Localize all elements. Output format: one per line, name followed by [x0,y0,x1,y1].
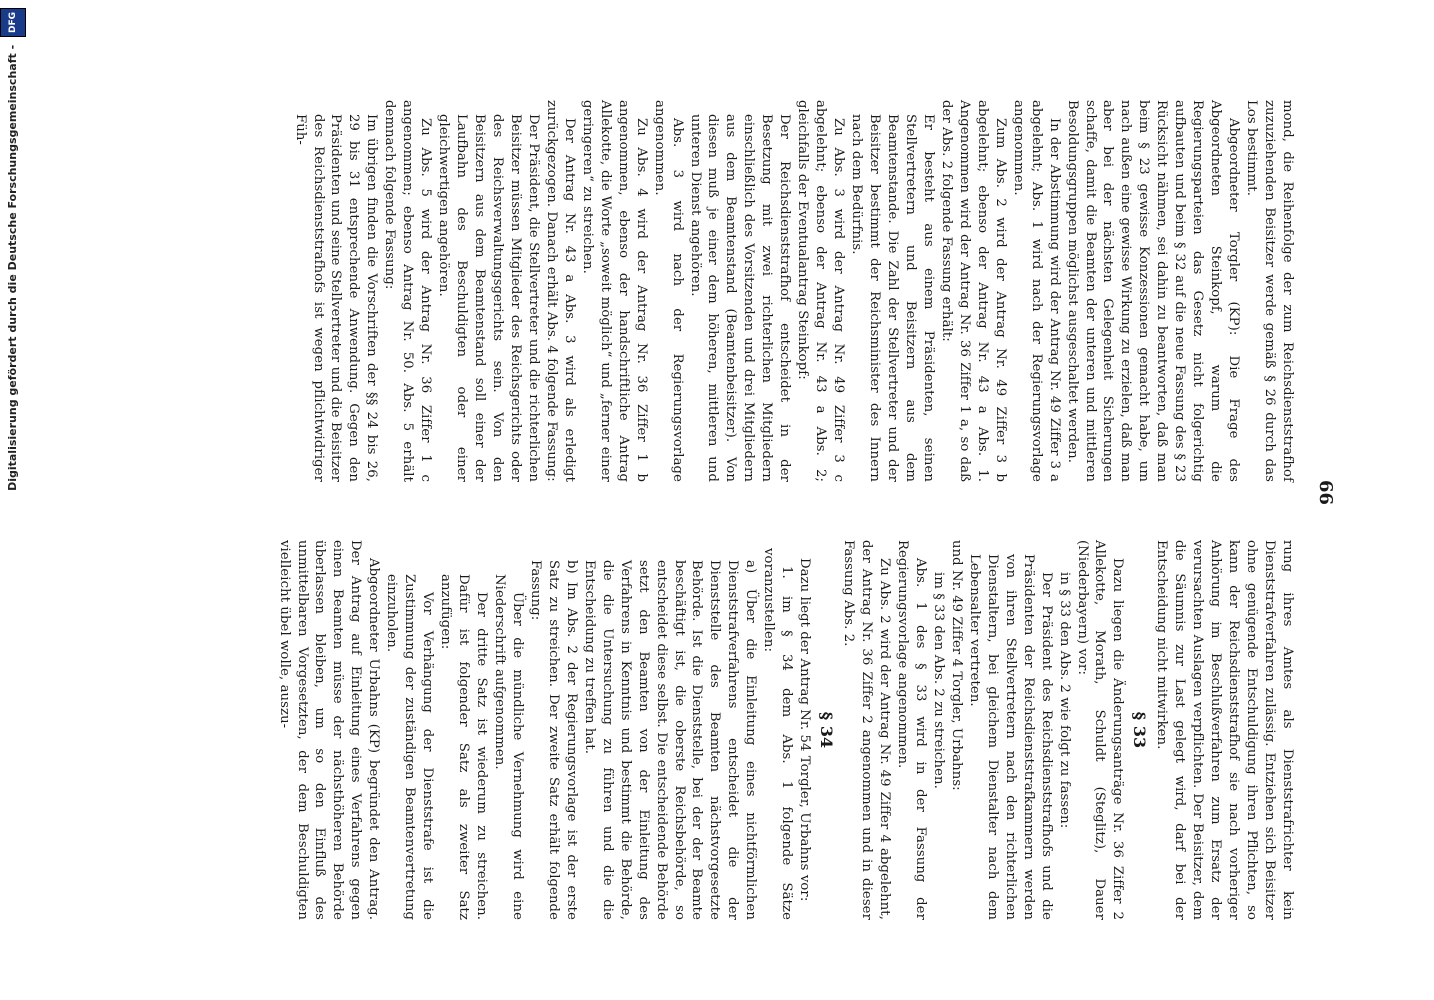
paragraph: Zu Abs. 5 wird der Antrag Nr. 36 Ziffer 1 c angenommen; ebenso Antrag Nr. 50. Abs. 5 erhält demnach folgende Fassung: [382,100,434,482]
paragraph: in § 33 den Abs. 2 wie folgt zu fassen: [1056,572,1072,829]
paragraph: Zum Abs. 2 wird der Antrag Nr. 49 Ziffer 3 b abgelehnt; ebenso der Antrag Nr. 43 a Abs. 1. Angenommen wird der Antrag Nr. 36 Ziffer 1 a, so daß der Abs. 2 folgende Fassung erhält: [938,100,1008,482]
paragraph: Der Antrag Nr. 43 a Abs. 3 wird als erledigt zurückgezogen. Danach erhält Abs. 4 folgende Fassung: [543,100,577,482]
paragraph: Abgeordneter Torgler (KP): Die Frage des Abgeordneten Steinkopf, warum die Regierungsparteien das Gesetz nicht folgerichtig aufbauten und beim § 32 auf die neue Fassung des § 23 Rücksicht nähmen, sei dahin zu beantworten, daß man beim § 23 gewisse Konzessionen gemacht habe, um nach außen eine gewisse Wirkung zu erzielen, daß man aber bei der nächsten Gelegenheit Sicherungen schaffe, damit die Beamten der unteren und mittleren Besoldungsgruppen möglichst ausgeschaltet werden. [1064,100,1242,482]
paragraph: Abgeordneter Urbahns (KP) begründet den Antrag. Der Antrag auf Einleitung eines Verfahrens gegen einen Beamten müsse der nächsthöheren Behörde überlassen bleiben, um so den Einfluß des unmittelbaren Vorgesetzten, der dem Beschuldigten vielleicht übel wolle, auszu- [276,540,382,920]
paragraph: Der Reichsdienststrafhof entscheidet in der Besetzung mit zwei richterlichen Mitgliedern einschließlich des Vorsitzenden und drei Mitgliedern aus dem Beamtenstand (Beamtenbeisitzer). Von diesen muß je einer dem höheren, mittleren und unteren Dienst angehören. [687,114,793,482]
paragraph: Vor Verhängung der Dienststrafe ist die Zustimmung der zuständigen Beamtenvertretung einzuholen. [384,574,436,920]
left-column [291,100,1296,482]
paragraph: b) Im Abs. 2 der Regierungsvorlage ist der erste Satz zu streichen. Der zweite Satz erhält folgende Fassung: [527,560,579,920]
page-number: 66 [1315,480,1336,506]
paragraph: Der dritte Satz ist wiederum zu streichen. Dafür ist folgender Satz als zweiter Satz anzufügen: [438,574,490,920]
paragraph: rung ihres Amtes als Dienststrafrichter kein Dienststrafverfahren zulässig. Entziehen sich Beisitzer ohne genügende Entschuldigung ihren Pflichten, so kann der Reichsdienststrafhof sie nach vorheriger Anhörung im Beschlußverfahren zum Ersatz der verursachten Auslagen verpflichten. Der Beisitzer, dem die Säumnis zur Last gelegt wird, darf bei der Entscheidung nicht mitwirken. [1154,540,1295,920]
paragraph: Abs. 1 des § 33 wird in der Fassung der Regierungsvorlage angenommen. [894,540,928,920]
paragraph: In der Abstimmung wird der Antrag Nr. 49 Ziffer 3 a abgelehnt; Abs. 1 wird nach der Regierungsvorlage angenommen. [1010,100,1062,482]
paragraph: Zu Abs. 3 wird der Antrag Nr. 49 Ziffer 3 c abgelehnt; ebenso der Antrag Nr. 43 a Abs. 2; gleichfalls der Eventualantrag Steinkopf: [795,100,847,482]
paragraph: Über die mündliche Vernehmung wird eine Niederschrift aufgenommen. [492,574,525,920]
paragraph: Dazu liegt der Antrag Nr. 54 Torgler, Urbahns vor: [797,558,813,902]
credit-text: Digitalisierung gefördert durch die Deutsche Forschungsgemeinschaft - [6,44,19,491]
section-heading: § 33 [1130,711,1150,749]
dfg-logo: DFG [0,8,26,37]
paragraph: Im übrigen finden die Vorschriften der §§ 24 bis 26, 29 bis 31 entsprechende Anwendung. Gegen den Präsidenten und seine Stellvertreter und die Beisitzer des Reichsdienststrafhofs ist wegen pflichtwidriger Füh- [292,114,380,482]
paragraph: Zu Abs. 4 wird der Antrag Nr. 36 Ziffer 1 b angenommen, ebenso der handschriftliche Antrag Allekotte, die Worte „soweit möglich“ und „ferner einer geringeren“ zu streichen. [579,100,649,482]
paragraph: Abs. 3 wird nach der Regierungsvorlage angenommen. [651,100,685,482]
paragraph: 1. im § 34 dem Abs. 1 folgende Sätze voranzustellen: [761,548,795,920]
paragraph: und Nr. 49 Ziffer 4 Torgler, Urbahns: [948,540,964,791]
paragraph: im § 33 den Abs. 2 zu streichen. [930,572,946,789]
paragraph: Dazu liegen die Änderungsanträge Nr. 36 Ziffer 2 Allekotte, Morath, Schuldt (Steglitz), Dauer (Niederbayern) vor: [1074,540,1126,920]
paragraph: mond, die Reihenfolge der zum Reichsdienststrafhof zuzuziehenden Beisitzer werde gemäß § 26 durch das Los bestimmt. [1244,100,1295,482]
paragraph: a) Über die Einleitung eines nichtförmlichen Dienststrafverfahrens entscheidet die der Dienststelle des Beamten nächstvorgesetzte Behörde. Ist die Dienststelle, bei der der Beamte beschäftigt ist, die oberste Reichsbehörde, so entscheidet diese selbst. Die entscheidende Behörde setzt den Beamten von der Einleitung des Verfahrens in Kenntnis und bestimmt die Behörde, die die Untersuchung zu führen und die die Entscheidung zu treffen hat. [581,560,759,920]
paragraph: Der Präsident, die Stellvertreter und die richterlichen Beisitzer müssen Mitglieder des Reichsgerichts oder des Reichsverwaltungsgerichts sein. Von den Beisitzern aus dem Beamtenstand soll einer der Laufbahn des Beschuldigten oder einer gleichwertigen angehören. [436,114,541,482]
paragraph: Er besteht aus einem Präsidenten, seinen Stellvertretern und Beisitzern aus dem Beamtenstande. Die Zahl der Stellvertreter und der Beisitzer bestimmt der Reichsminister des Innern nach dem Bedürfnis. [849,114,936,482]
section-heading: § 34 [817,711,837,749]
digitization-credit [0,0,22,1000]
paragraph: Zu Abs. 2 wird der Antrag Nr. 49 Ziffer 4 abgelehnt, der Antrag Nr. 36 Ziffer 2 angenommen und in dieser Fassung Abs. 2. [841,540,893,920]
right-column [275,540,1296,920]
paragraph: Der Präsident des Reichsdienststrafhofs und die Präsidenten der Reichsdienststrafkammern werden von ihren Stellvertretern nach den richterlichen Dienstaltern, bei gleichem Dienstalter nach dem Lebensalter vertreten. [966,554,1054,920]
